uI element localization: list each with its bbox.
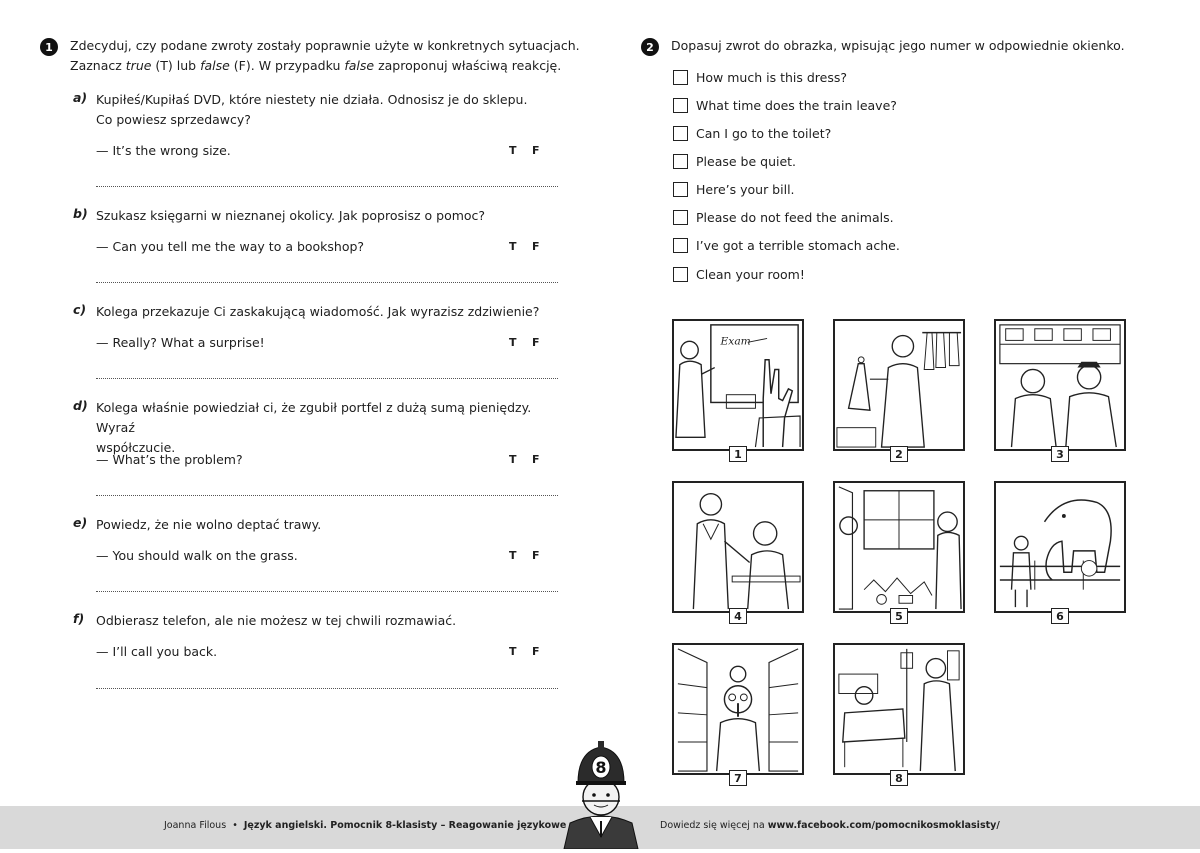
shop-illustration	[835, 321, 963, 449]
picture-1-number-box: 1	[729, 446, 747, 462]
picture-8-number-box: 8	[890, 770, 908, 786]
phrase-4-text: Please be quiet.	[696, 154, 797, 169]
item-b-answer: — Can you tell me the way to a bookshop?	[96, 239, 365, 254]
phrase-2-text: What time does the train leave?	[696, 98, 897, 113]
item-d-letter: d)	[73, 398, 88, 413]
police-mascot-illustration	[560, 737, 642, 849]
phrase-6-checkbox[interactable]	[673, 210, 688, 225]
item-d-answer: — What’s the problem?	[96, 452, 243, 467]
footer-more-info: Dowiedz się więcej na www.facebook.com/pomocnikosmoklasisty/	[660, 820, 1000, 831]
item-f-question: Odbierasz telefon, ale nie możesz w tej chwili rozmawiać.	[96, 613, 457, 628]
library-illustration	[674, 645, 802, 773]
item-a-answer-line[interactable]	[96, 186, 558, 187]
item-f-true-option[interactable]: T	[509, 645, 517, 658]
item-a-question: Kupiłeś/Kupiłaś DVD, które niestety nie działa. Odnosisz je do sklepu. Co powiesz sprzedawcy?	[96, 92, 528, 127]
picture-8-hospital	[833, 643, 965, 775]
picture-3-number-box: 3	[1051, 446, 1069, 462]
item-e-answer: — You should walk on the grass.	[96, 548, 298, 563]
messy-room-illustration	[835, 483, 963, 611]
item-e-letter: e)	[73, 515, 88, 530]
phrase-7-checkbox[interactable]	[673, 238, 688, 253]
item-e-answer-line[interactable]	[96, 591, 558, 592]
instruction-line-1: Zdecyduj, czy podane zwroty zostały poprawnie użyte w konkretnych sytuacjach.	[70, 38, 580, 53]
picture-2-shop	[833, 319, 965, 451]
item-c-answer: — Really? What a surprise!	[96, 335, 265, 350]
footer-book-info: Joanna Filous • Język angielski. Pomocnik 8-klasisty – Reagowanie językowe	[164, 820, 567, 831]
item-d-true-option[interactable]: T	[509, 453, 517, 466]
facebook-link[interactable]: www.facebook.com/pomocnikosmoklasisty/	[767, 820, 1000, 831]
phrase-1-checkbox[interactable]	[673, 70, 688, 85]
exercise-2-number-badge: 2	[641, 38, 659, 56]
picture-7-library	[672, 643, 804, 775]
picture-5-number-box: 5	[890, 608, 908, 624]
picture-6-zoo	[994, 481, 1126, 613]
restaurant-illustration	[674, 483, 802, 611]
item-c-true-option[interactable]: T	[509, 336, 517, 349]
hospital-illustration	[835, 645, 963, 773]
police-mascot	[560, 737, 642, 849]
picture-7-number-box: 7	[729, 770, 747, 786]
picture-2-number-box: 2	[890, 446, 908, 462]
svg-text:Exam: Exam	[720, 334, 751, 348]
phrase-2-checkbox[interactable]	[673, 98, 688, 113]
phrase-6-text: Please do not feed the animals.	[696, 210, 894, 225]
classroom-illustration	[674, 321, 802, 449]
phrase-5-checkbox[interactable]	[673, 182, 688, 197]
item-c-letter: c)	[73, 302, 87, 317]
phrase-1-text: How much is this dress?	[696, 70, 848, 85]
item-b-letter: b)	[73, 206, 88, 221]
exercise-2-instruction: Dopasuj zwrot do obrazka, wpisując jego numer w odpowiednie okienko.	[671, 38, 1125, 53]
phrase-3-checkbox[interactable]	[673, 126, 688, 141]
picture-5-messy-room	[833, 481, 965, 613]
item-f-letter: f)	[73, 611, 85, 626]
item-d-question: Kolega właśnie powiedział ci, że zgubił portfel z dużą sumą pieniędzy. Wyraź współczucie.	[96, 400, 532, 455]
item-b-answer-line[interactable]	[96, 282, 558, 283]
phrase-8-checkbox[interactable]	[673, 267, 688, 282]
item-c-answer-line[interactable]	[96, 378, 558, 379]
item-e-question: Powiedz, że nie wolno deptać trawy.	[96, 517, 322, 532]
exercise-1-instruction	[70, 36, 590, 76]
item-f-answer-line[interactable]	[96, 688, 558, 689]
picture-6-number-box: 6	[1051, 608, 1069, 624]
item-b-false-option[interactable]: F	[532, 240, 540, 253]
phrase-3-text: Can I go to the toilet?	[696, 126, 832, 141]
phrase-7-text: I’ve got a terrible stomach ache.	[696, 238, 900, 253]
item-e-true-option[interactable]: T	[509, 549, 517, 562]
item-d-answer-line[interactable]	[96, 495, 558, 496]
train-station-illustration	[996, 321, 1124, 449]
item-e-false-option[interactable]: F	[532, 549, 540, 562]
item-c-false-option[interactable]: F	[532, 336, 540, 349]
item-a-answer: — It’s the wrong size.	[96, 143, 231, 158]
phrase-8-text: Clean your room!	[696, 267, 805, 282]
picture-1-classroom	[672, 319, 804, 451]
item-f-answer: — I’ll call you back.	[96, 644, 218, 659]
item-a-false-option[interactable]: F	[532, 144, 540, 157]
item-b-true-option[interactable]: T	[509, 240, 517, 253]
zoo-illustration	[996, 483, 1124, 611]
item-a-letter: a)	[73, 90, 88, 105]
phrase-4-checkbox[interactable]	[673, 154, 688, 169]
picture-4-restaurant	[672, 481, 804, 613]
item-f-false-option[interactable]: F	[532, 645, 540, 658]
item-c-question: Kolega przekazuje Ci zaskakującą wiadomość. Jak wyrazisz zdziwienie?	[96, 304, 540, 319]
item-b-question: Szukasz księgarni w nieznanej okolicy. Jak poprosisz o pomoc?	[96, 208, 486, 223]
picture-4-number-box: 4	[729, 608, 747, 624]
helmet-number: 8	[595, 758, 607, 777]
phrase-5-text: Here’s your bill.	[696, 182, 795, 197]
instruction-line-2: Zaznacz true (T) lub false (F). W przypadku false zaproponuj właściwą reakcję.	[70, 58, 562, 73]
picture-3-train-station	[994, 319, 1126, 451]
item-d-false-option[interactable]: F	[532, 453, 540, 466]
exercise-1-number-badge: 1	[40, 38, 58, 56]
item-a-true-option[interactable]: T	[509, 144, 517, 157]
